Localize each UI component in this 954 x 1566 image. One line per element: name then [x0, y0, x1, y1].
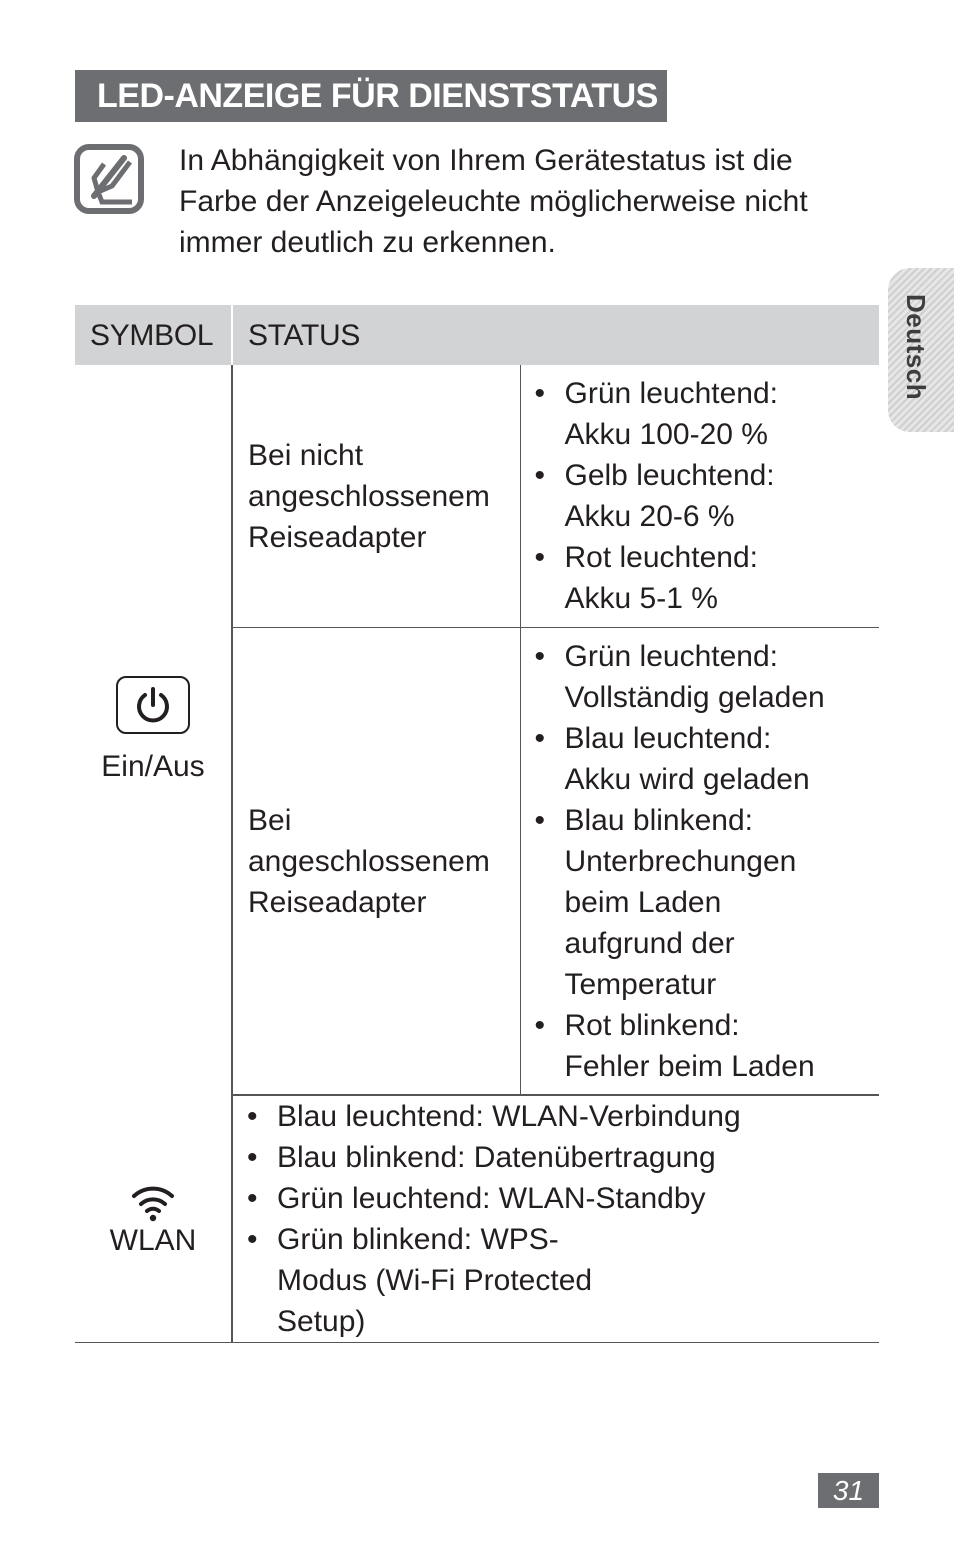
wlan-symbol-cell: [75, 1095, 232, 1343]
status-list-cell: [520, 628, 879, 1096]
note-text: In Abhängigkeit von Ihrem Gerätestatus ist die Farbe der Anzeigeleuchte möglicherweise nicht immer deutlich zu erkennen.: [179, 144, 808, 259]
page-number: 31: [818, 1473, 879, 1508]
table-header-row: [75, 305, 879, 365]
status-list: [521, 636, 880, 1087]
condition-unplugged: Bei nicht angeschlossenem Reiseadapter: [232, 365, 520, 628]
section-heading: LED-ANZEIGE FÜR DIENSTSTATUS: [75, 70, 667, 122]
list-item: • Rot blinkend: Fehler beim Laden: [565, 1005, 880, 1087]
note-pencil-icon: [74, 144, 144, 214]
wifi-icon: [75, 1179, 231, 1223]
power-label: Ein/Aus: [101, 749, 205, 783]
list-item: • Gelb leuchtend: Akku 20-6 %: [565, 455, 880, 537]
table-row: [75, 1095, 879, 1343]
condition-plugged: Bei angeschlossenem Reiseadapter: [232, 628, 520, 1096]
list-item: • Grün leuchtend: WLAN-Standby: [277, 1178, 879, 1219]
status-list-cell: [520, 365, 879, 628]
header-status: STATUS: [232, 305, 879, 365]
power-symbol-cell: [75, 365, 232, 1095]
language-tab-label: Deutsch: [901, 294, 931, 401]
table-row: [75, 365, 879, 628]
status-list: [521, 373, 880, 619]
header-symbol: SYMBOL: [75, 305, 232, 365]
list-item: • Blau leuchtend: WLAN-Verbindung: [277, 1096, 879, 1137]
language-tab: [888, 268, 954, 432]
led-status-table: [75, 305, 879, 1343]
list-item: • Blau blinkend: Unterbrechungen beim Laden aufgrund der Temperatur: [565, 800, 880, 1005]
power-icon: [116, 676, 190, 734]
list-item: • Grün leuchtend: Akku 100-20 %: [565, 373, 880, 455]
list-item: • Blau leuchtend: Akku wird geladen: [565, 718, 880, 800]
wlan-status-cell: [232, 1095, 879, 1343]
wlan-label: WLAN: [109, 1223, 197, 1257]
list-item: • Blau blinkend: Datenübertragung: [277, 1137, 879, 1178]
list-item: • Rot leuchtend: Akku 5-1 %: [565, 537, 880, 619]
list-item: • Grün leuchtend: Vollständig geladen: [565, 636, 880, 718]
list-item: • Grün blinkend: WPS-Modus (Wi-Fi Protected Setup): [277, 1219, 617, 1342]
status-list: [233, 1096, 879, 1342]
